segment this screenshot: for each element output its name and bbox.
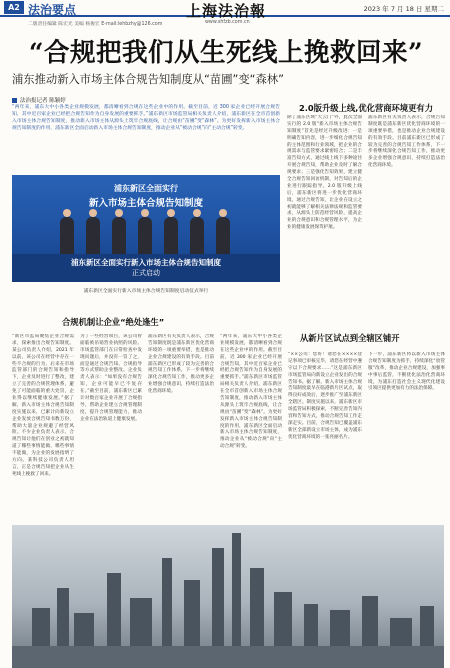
river-water xyxy=(12,646,444,668)
event-photo xyxy=(12,175,280,282)
section-name: 法治要点 xyxy=(28,3,77,17)
byline-text: 法治报记者 陈颖婷 xyxy=(20,98,66,104)
side-column-1: 除了浦东区域“大云门”外，此次全面实行的 2.0 版“新入市场主体合规告知制度”首先是经过升级改进：一是明确告知内容，进一步细化合规告知的主体范围和行业领域，把企业的合规需求与监管要求紧密结合；二是丰富告知方式，通过线上线下多种途径开展合规告知，帮助企业及时了解合规要求；三是强化告知效果，建立健全合规告知回访机制，对告知后的企业进行跟踪指导。2.0 版升级上线后，浦东新区将进一步优化营商环境，通过合规告知，让企业在设立之初就能够了解相关法律法规和监管要求，从源头上防范经营风险，提高企业的合规意识和合规管理水平，为企业的健康发展保驾护航。 xyxy=(287,115,362,231)
newspaper-masthead: 上海法治報 xyxy=(186,2,267,20)
side-section-heading: 2.0版升级上线,优化营商环境更有力 xyxy=(298,103,433,113)
person-figure xyxy=(60,217,74,257)
side-column-2: 浦东新区有关负责人表示，合规告知制度既是浦东新区优化营商环境的一项重要举措，也是推动企业合规建设的有效手段。目前浦东新区已形成了较为完善的合规告知工作体系，下一步将继续深化合规告知工作，推动更多企业增强合规意识，持续打造法治化营商环境。 xyxy=(368,115,445,169)
header-subbar xyxy=(0,19,450,28)
body-column-6: 下一步，浦东新区将以新入市场主体合规告知制度为抓手，持续深化“放管服”改革，推动企业合规建设，加强事中事后监管，不断优化法治化营商环境，为浦东打造社会主义现代化建设引领区提供更加有力的法治保障。 xyxy=(368,352,445,392)
pudong-skyline-photo xyxy=(12,525,444,668)
body-column-4: “两年来，浦东大中小各类企业规模发展，都清晰看到合规在这些企业中的作用。截至目前，近 300 家企业已经开展合规告知，其中近百家企业已经把合规告知作为自身发展的重要抓手。”浦东新区市场监管局相关负责人介绍，浦东新区在全市首创新入市场主体合规告知制度，推动新入市场主体从源头上筑牢合规底线，让合规由“苗圃”变“森林”。为更好发挥新入市场主体合规告知制度的作用，浦东新区全面启动新入市场主体合规告知制度，推动企业从“被动合规”向“主动合规”转变。 xyxy=(220,334,282,450)
body-column-2: 为了一些经营项目，该公司曾面临被吊销营业执照的风险。市场监管部门在日常检查中发现问题后，并没有一罚了之，而是通过合规告知、合规指导等方式帮助企业整改。企业负责人表示：“如果没有合规告知，企业可能早已不复存在。”截至目前，浦东新区已累计对数百家企业开展了合规指导，帮助企业建立合规管理制度，提升合规管理能力，推动企业在法治轨道上健康发展。 xyxy=(80,334,142,422)
byline-square-icon xyxy=(12,98,17,103)
left-section-heading: 合规机制让企业“绝处逢生” xyxy=(62,317,165,327)
page-header xyxy=(0,0,450,20)
photo-screen-title: 浦东新区全面实行 xyxy=(114,184,178,193)
person-figure xyxy=(216,217,230,257)
article-headline: “合规把我们从生死线上挽救回来” xyxy=(28,38,424,68)
photo-caption: 浦东新区全面实行新入市场主体合规告知制度启动仪式举行 xyxy=(83,289,209,294)
photo-stage-text: 浦东新区全面实行新入市场主体合规告知制度 xyxy=(71,258,221,267)
body-column-5: “××公司：您好！请您在××××登记事项已审核完毕，请您在经营中遵守以下合规要求……”这是浦东新区市场监管局向新设立企业发出的合规告知书。据了解，新入市场主体合规告知制度最早在临港新片区试点，取得良好成效后，逐步推广至浦东新区全辖区。制度实施以来，浦东新区市场监管局积极探索，不断完善告知内容和告知方式，推动合规告知工作走深走实。目前，合规告知已覆盖浦东新区全部新设立市场主体，成为浦东优化营商环境的一张亮丽名片。 xyxy=(288,352,362,440)
photo-stage-text-2: 正式启动 xyxy=(132,269,160,277)
article-lead: “两年来，浦东大中小各类企业规模发展，都清晰看到合规在这些企业中的作用。截至目前，近 300 家企业已经开展合规告知，其中近百家企业已经把合规告知作为自身发展的重要抓手。”浦东新区市场监管局相关负责人介绍，浦东新区在全市首创新入市场主体合规告知制度，推动新入市场主体从源头上筑牢合规底线，让合规由“苗圃”变“森林”。为更好发挥新入市场主体合规告知制度的作用，浦东新区全面启动新入市场主体合规告知制度，推动企业从“被动合规”向“主动合规”转变。 xyxy=(12,105,280,131)
section-tag: A2 xyxy=(4,1,24,14)
body-column-1: “新区市监局聚焦企业合规需求，探索推出合规告知制度。某公司负责人介绍，2021 年以前，该公司在经营中存在一些不合规的行为，后来在市场监管部门的合规告知和指导下，企业及时进行了整改，建立了完善的合规管理体系，避免了可能面临的重大处罚，企业得以继续健康发展。”据了解，新入市场主体合规告知制度实施以来，已累计向新设立企业发放合规告知书数万份，帮助大量企业规避了经营风险。不少企业负责人表示，合规告知让他们在创业之初就知道了哪些事情能做、哪些事情不能做，为企业的发展指明了方向。某科技公司负责人坦言，正是合规告知把企业从生死线上挽救了回来。 xyxy=(12,334,74,477)
photo-screen-title-2: 新入市场主体合规告知制度 xyxy=(88,198,203,209)
editor-credits: 二版责任编辑 陈宏光 美编 杨俊宏 E-mail:lehbzhy@126.com xyxy=(28,22,163,27)
website-url[interactable]: www.shfzb.com.cn xyxy=(205,20,250,25)
article-subhead: 浦东推动新入市场主体合规告知制度从“苗圃”变“森林” xyxy=(12,73,284,86)
issue-date: 2023 年 7 月 18 日 星期二 xyxy=(363,5,444,13)
person-figure xyxy=(86,217,100,257)
right-section-heading: 从新片区试点到全辖区铺开 xyxy=(300,333,400,343)
body-column-3: 浦东新区有关负责人表示，合规告知制度既是浦东新区优化营商环境的一项重要举措，也是推动企业合规建设的有效手段。目前浦东新区已形成了较为完善的合规告知工作体系，下一步将继续深化合规告知工作，推动更多企业增强合规意识，持续打造法治化营商环境。 xyxy=(148,334,214,395)
person-figure xyxy=(138,217,152,257)
person-figure xyxy=(190,217,204,257)
photo-people xyxy=(60,217,230,257)
byline xyxy=(12,96,66,104)
person-figure xyxy=(164,217,178,257)
person-figure xyxy=(112,217,126,257)
